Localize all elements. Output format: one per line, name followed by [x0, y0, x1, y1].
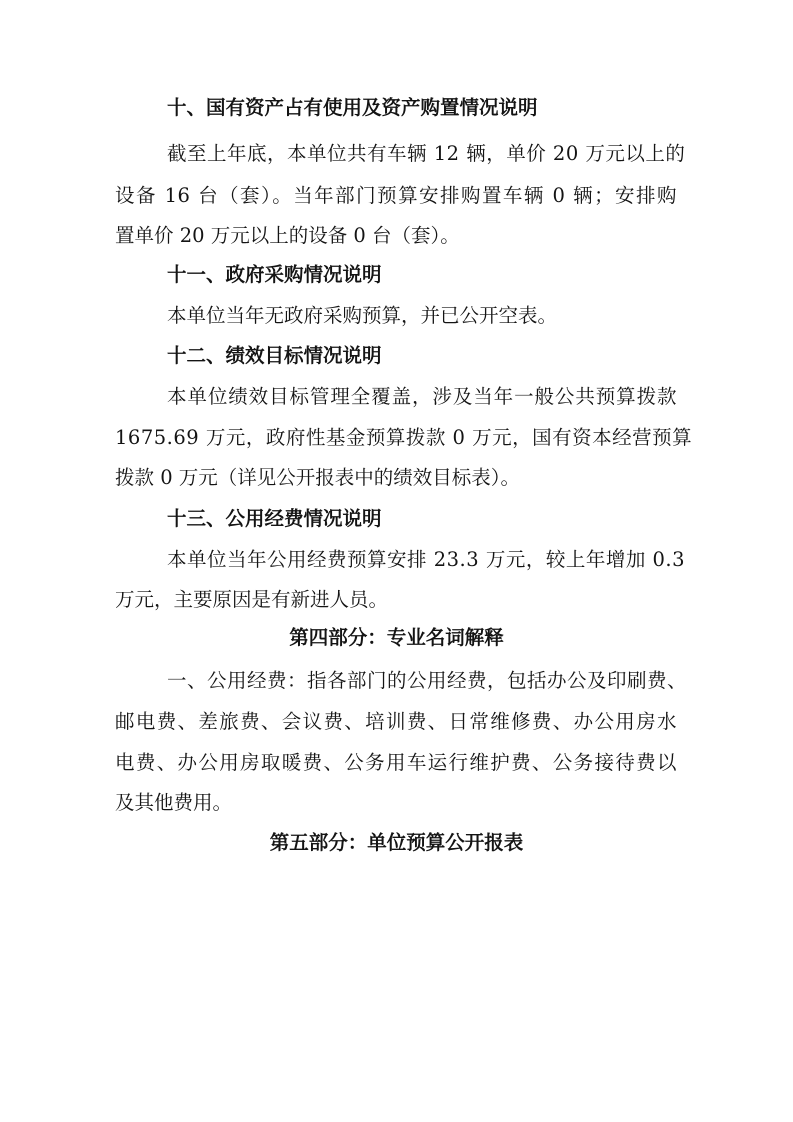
part-5-title: 第五部分：单位预算公开报表: [269, 831, 524, 854]
part-4-line-1: 一、公用经费：指各部门的公用经费，包括办公及印刷费、: [167, 669, 688, 692]
section-10-heading: 十、国有资产占有使用及资产购置情况说明: [167, 96, 538, 119]
section-10-line-1: 截至上年底，本单位共有车辆 12 辆，单价 20 万元以上的: [167, 142, 686, 165]
section-13-line-2: 万元，主要原因是有新进人员。: [115, 588, 389, 611]
section-10-line-2: 设备 16 台（套）。当年部门预算安排购置车辆 0 辆；安排购: [115, 184, 677, 207]
section-12-line-1: 本单位绩效目标管理全覆盖，涉及当年一般公共预算拨款: [167, 385, 677, 408]
section-13-line-1: 本单位当年公用经费预算安排 23.3 万元，较上年增加 0.3: [167, 548, 686, 571]
section-11-heading: 十一、政府采购情况说明: [167, 263, 382, 286]
section-12-line-3: 拨款 0 万元（详见公开报表中的绩效目标表）。: [115, 466, 521, 489]
part-4-line-3: 电费、办公用房取暖费、公务用车运行维护费、公务接待费以: [115, 751, 677, 774]
section-10-line-3: 置单价 20 万元以上的设备 0 台（套）。: [115, 224, 460, 247]
section-12-line-2: 1675.69 万元，政府性基金预算拨款 0 万元，国有资本经营预算: [115, 426, 693, 449]
section-12-heading: 十二、绩效目标情况说明: [167, 344, 382, 367]
part-4-line-4: 及其他费用。: [115, 791, 233, 814]
section-11-line-1: 本单位当年无政府采购预算，并已公开空表。: [167, 304, 558, 327]
section-13-heading: 十三、公用经费情况说明: [167, 507, 382, 530]
part-4-title: 第四部分：专业名词解释: [289, 626, 504, 649]
part-4-line-2: 邮电费、差旅费、会议费、培训费、日常维修费、办公用房水: [115, 710, 677, 733]
